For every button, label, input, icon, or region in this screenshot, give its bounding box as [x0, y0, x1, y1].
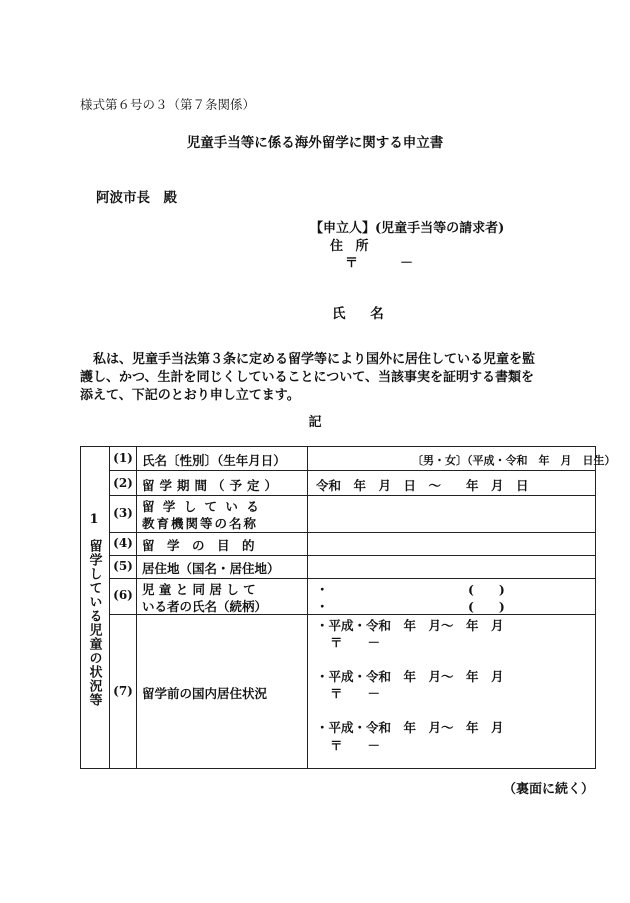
declaration-text [80, 351, 560, 405]
row-value-gender-birthdate[interactable]: 〔男・女〕（平成・令和 年 月 日生） [412, 454, 616, 467]
row-line-3 [109, 532, 596, 533]
row-label-cohabitant-line2: いる者の氏名（続柄） [142, 599, 268, 614]
prior-residence-period-1[interactable]: ・平成・令和 年 月～ 年 月 [316, 618, 504, 633]
prior-residence-postal-3[interactable]: 〒 － [330, 738, 381, 753]
row-value-cohabitant-1[interactable]: ・ [316, 582, 329, 597]
row-number: (6) [113, 588, 133, 602]
section-number: 1 [89, 512, 99, 527]
row-label-purpose: 留 学 の 目 的 [142, 538, 255, 553]
form-number: 様式第６号の３（第７条関係） [80, 97, 256, 112]
row-line-4 [109, 555, 596, 556]
table-border-top [80, 446, 596, 447]
row-number: (1) [113, 451, 133, 465]
section-label [80, 512, 108, 711]
declaration-line-3: 添えて、下記のとおり申し立てます。 [80, 388, 300, 403]
row-line-5 [109, 578, 596, 579]
prior-residence-postal-1[interactable]: 〒 － [330, 635, 381, 650]
document-title: 児童手当等に係る海外留学に関する申立書 [186, 135, 444, 151]
row-label-residence: 居住地（国名・居住地） [142, 561, 280, 576]
table-border-bottom [80, 768, 596, 769]
row-line-1 [109, 470, 596, 471]
section-title-vertical: 留学している児童の状況等 [86, 539, 102, 707]
row-label-name: 氏名〔性別〕（生年月日） [142, 453, 286, 468]
row-number: (5) [113, 559, 133, 573]
row-value-relationship-1[interactable]: ( ) [468, 582, 505, 597]
prior-residence-postal-2[interactable]: 〒 － [330, 686, 381, 701]
row-label-period: 留学期間（予定） [142, 478, 283, 493]
row-number: (2) [113, 476, 133, 490]
row-label-prior-residence: 留学前の国内居住状況 [142, 686, 268, 701]
declaration-line-2: 護し、かつ、生計を同じくしていることについて、当該事実を証明する書類を [80, 370, 534, 385]
row-number: (3) [113, 506, 133, 520]
row-label-cohabitant-line1: 児 童 と 同 居 し て [142, 582, 256, 597]
continue-note: （裏面に続く） [502, 782, 594, 797]
row-number: (7) [113, 684, 133, 698]
addressee: 阿波市長 殿 [96, 190, 177, 206]
prior-residence-period-2[interactable]: ・平成・令和 年 月～ 年 月 [316, 669, 504, 684]
declaration-line-1: 私は、児童手当法第３条に定める留学等により国外に居住している児童を監 [93, 352, 536, 367]
row-value-cohabitant-2[interactable]: ・ [316, 599, 329, 614]
name-label: 氏 名 [332, 306, 394, 322]
applicant-heading: 【申立人】(児童手当等の請求者) [310, 221, 505, 236]
postal-mark: 〒 [345, 256, 359, 271]
row-value-relationship-2[interactable]: ( ) [468, 599, 505, 614]
row-number: (4) [113, 536, 133, 550]
ki-heading: 記 [308, 415, 322, 430]
postal-dash: － [400, 256, 414, 271]
prior-residence-period-3[interactable]: ・平成・令和 年 月～ 年 月 [316, 720, 504, 735]
address-label: 住 所 [330, 239, 373, 254]
row-line-2 [109, 495, 596, 496]
row-label-institution-line2: 教育機関等の名称 [142, 516, 259, 531]
row-label-institution-line1: 留 学 し て い る [142, 499, 261, 514]
row-value-period[interactable]: 令和 年 月 日 ～ 年 月 日 [316, 478, 529, 493]
